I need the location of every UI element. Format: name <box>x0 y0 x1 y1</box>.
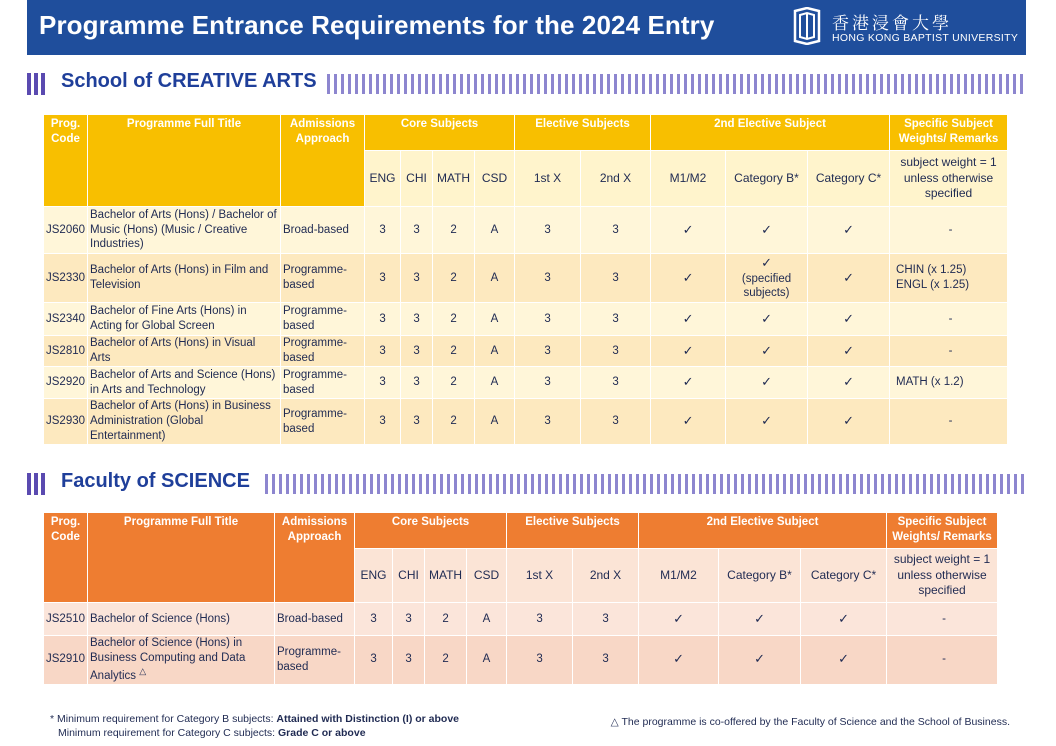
math-level: 2 <box>433 336 475 367</box>
col-1st-x: 1st X <box>507 549 573 603</box>
2nd-x-level: 3 <box>581 254 651 303</box>
cat-b-check-icon: ✓ <box>719 636 801 685</box>
math-level: 2 <box>425 603 467 636</box>
cat-c-check-icon: ✓ <box>808 303 890 336</box>
m1m2-check-icon: ✓ <box>651 254 726 303</box>
2nd-x-level: 3 <box>573 603 639 636</box>
cat-c-check-icon: ✓ <box>808 207 890 254</box>
prog-code: JS2330 <box>44 254 88 303</box>
math-level: 2 <box>433 367 475 399</box>
col-math: MATH <box>425 549 467 603</box>
2nd-x-level: 3 <box>581 399 651 445</box>
chi-level: 3 <box>393 636 425 685</box>
col-prog-code: Prog. Code <box>44 513 88 603</box>
eng-level: 3 <box>365 367 401 399</box>
math-level: 2 <box>433 207 475 254</box>
programme-title: Bachelor of Science (Hons) <box>88 603 275 636</box>
col-csd: CSD <box>475 151 515 207</box>
1st-x-level: 3 <box>515 207 581 254</box>
m1m2-check-icon: ✓ <box>639 636 719 685</box>
table-row <box>44 303 1008 336</box>
remarks-line: ENGL (x 1.25) <box>896 279 970 291</box>
cat-b-check-icon: ✓ <box>726 336 808 367</box>
1st-x-level: 3 <box>515 303 581 336</box>
remarks: - <box>887 603 998 636</box>
cat-c-check-icon: ✓ <box>808 336 890 367</box>
weight-note: subject weight = 1 unless otherwise specified <box>887 549 998 603</box>
col-m1m2: M1/M2 <box>639 549 719 603</box>
programme-title: Bachelor of Arts (Hons) in Business Administration (Global Entertainment) <box>88 399 281 445</box>
remarks <box>890 254 1008 303</box>
admissions-approach: Programme-based <box>281 367 365 399</box>
remarks: - <box>890 336 1008 367</box>
cat-b-cell <box>726 254 808 303</box>
col-chi: CHI <box>401 151 433 207</box>
cat-c-check-icon: ✓ <box>801 603 887 636</box>
col-approach: Admissions Approach <box>281 115 365 207</box>
col-2nd-x: 2nd X <box>581 151 651 207</box>
m1m2-check-icon: ✓ <box>651 303 726 336</box>
table-row <box>44 367 1008 399</box>
col-second-elective: 2nd Elective Subject <box>651 115 890 151</box>
programme-title: Bachelor of Arts and Science (Hons) in Arts and Technology <box>88 367 281 399</box>
remarks: - <box>890 207 1008 254</box>
section-bars-icon <box>27 73 45 95</box>
section-title: School of CREATIVE ARTS <box>61 70 317 92</box>
chi-level: 3 <box>393 603 425 636</box>
col-chi: CHI <box>393 549 425 603</box>
1st-x-level: 3 <box>515 399 581 445</box>
chi-level: 3 <box>401 207 433 254</box>
programme-title: Bachelor of Science (Hons) in Business Computing and Data Analytics <box>90 637 246 682</box>
cat-b-check-icon: ✓ <box>726 207 808 254</box>
hkbu-crest-icon <box>792 7 822 45</box>
m1m2-check-icon: ✓ <box>639 603 719 636</box>
prog-code: JS2510 <box>44 603 88 636</box>
prog-code: JS2910 <box>44 636 88 685</box>
remarks-line: CHIN (x 1.25) <box>896 264 967 277</box>
cat-b-check-icon: ✓ <box>719 603 801 636</box>
table-row <box>44 254 1008 303</box>
cat-c-check-icon: ✓ <box>801 636 887 685</box>
logo-chinese-name: 香港浸會大學 <box>832 14 952 34</box>
col-eng: ENG <box>365 151 401 207</box>
math-level: 2 <box>433 254 475 303</box>
eng-level: 3 <box>365 207 401 254</box>
cat-c-note-prefix: Minimum requirement for Category C subjects: <box>58 727 278 739</box>
col-title: Programme Full Title <box>88 513 275 603</box>
university-logo[interactable] <box>792 5 1022 49</box>
col-core: Core Subjects <box>355 513 507 549</box>
1st-x-level: 3 <box>515 254 581 303</box>
csd-level: A <box>475 207 515 254</box>
eng-level: 3 <box>355 603 393 636</box>
col-second-elective: 2nd Elective Subject <box>639 513 887 549</box>
creative-arts-table <box>43 114 1008 445</box>
2nd-x-level: 3 <box>581 367 651 399</box>
cat-b-check-icon: ✓ <box>761 254 772 270</box>
admissions-approach: Broad-based <box>275 603 355 636</box>
cat-b-note-value: Attained with Distinction (I) or above <box>276 713 460 725</box>
col-math: MATH <box>433 151 475 207</box>
csd-level: A <box>467 636 507 685</box>
programme-title: Bachelor of Arts (Hons) in Visual Arts <box>88 336 281 367</box>
chi-level: 3 <box>401 303 433 336</box>
remarks: - <box>890 303 1008 336</box>
cat-b-check-icon: ✓ <box>726 399 808 445</box>
m1m2-check-icon: ✓ <box>651 336 726 367</box>
1st-x-level: 3 <box>515 367 581 399</box>
col-remarks: Specific Subject Weights/ Remarks <box>890 115 1008 151</box>
section-header-creative-arts <box>27 71 1027 97</box>
admissions-approach: Programme-based <box>281 303 365 336</box>
col-cat-c: Category C* <box>801 549 887 603</box>
2nd-x-level: 3 <box>581 336 651 367</box>
1st-x-level: 3 <box>507 636 573 685</box>
section-stripes <box>265 474 1027 494</box>
table-row <box>44 336 1008 367</box>
prog-code: JS2060 <box>44 207 88 254</box>
table-row <box>44 399 1008 445</box>
eng-level: 3 <box>355 636 393 685</box>
chi-level: 3 <box>401 367 433 399</box>
cat-b-note: (specified subjects) <box>741 272 792 300</box>
col-core: Core Subjects <box>365 115 515 151</box>
table-row <box>44 207 1008 254</box>
cat-c-check-icon: ✓ <box>808 367 890 399</box>
admissions-approach: Broad-based <box>281 207 365 254</box>
cat-c-note-value: Grade C or above <box>278 727 366 739</box>
col-elective: Elective Subjects <box>507 513 639 549</box>
section-header-science <box>27 471 1027 497</box>
prog-code: JS2920 <box>44 367 88 399</box>
m1m2-check-icon: ✓ <box>651 207 726 254</box>
programme-title: Bachelor of Fine Arts (Hons) in Acting for Global Screen <box>88 303 281 336</box>
csd-level: A <box>475 367 515 399</box>
m1m2-check-icon: ✓ <box>651 399 726 445</box>
m1m2-check-icon: ✓ <box>651 367 726 399</box>
col-prog-code: Prog. Code <box>44 115 88 207</box>
col-elective: Elective Subjects <box>515 115 651 151</box>
section-bars-icon <box>27 473 45 495</box>
2nd-x-level: 3 <box>581 207 651 254</box>
col-title: Programme Full Title <box>88 115 281 207</box>
eng-level: 3 <box>365 254 401 303</box>
math-level: 2 <box>433 303 475 336</box>
csd-level: A <box>475 399 515 445</box>
cat-b-check-icon: ✓ <box>726 303 808 336</box>
chi-level: 3 <box>401 254 433 303</box>
col-cat-c: Category C* <box>808 151 890 207</box>
admissions-approach: Programme-based <box>281 254 365 303</box>
section-stripes <box>327 74 1027 94</box>
page-title: Programme Entrance Requirements for the 2024 Entry <box>39 10 715 40</box>
csd-level: A <box>467 603 507 636</box>
remarks: - <box>887 636 998 685</box>
chi-level: 3 <box>401 336 433 367</box>
1st-x-level: 3 <box>507 603 573 636</box>
cooffer-triangle-icon: △ <box>139 665 147 676</box>
cat-b-note-prefix: * Minimum requirement for Category B subjects: <box>50 713 277 725</box>
programme-title-cell <box>88 636 275 685</box>
2nd-x-level: 3 <box>573 636 639 685</box>
csd-level: A <box>475 303 515 336</box>
prog-code: JS2930 <box>44 399 88 445</box>
col-m1m2: M1/M2 <box>651 151 726 207</box>
category-footnote <box>50 712 459 740</box>
title-banner <box>27 0 1026 55</box>
csd-level: A <box>475 336 515 367</box>
weight-note: subject weight = 1 unless otherwise specified <box>890 151 1008 207</box>
col-1st-x: 1st X <box>515 151 581 207</box>
eng-level: 3 <box>365 399 401 445</box>
logo-english-name: HONG KONG BAPTIST UNIVERSITY <box>832 32 1019 44</box>
chi-level: 3 <box>401 399 433 445</box>
remarks: MATH (x 1.2) <box>890 367 1008 399</box>
table-row <box>44 603 998 636</box>
col-csd: CSD <box>467 549 507 603</box>
math-level: 2 <box>433 399 475 445</box>
admissions-approach: Programme-based <box>281 336 365 367</box>
table-header-row <box>44 513 998 549</box>
programme-title: Bachelor of Arts (Hons) in Film and Television <box>88 254 281 303</box>
cat-c-note-line <box>50 726 459 740</box>
table-header-row <box>44 115 1008 151</box>
cat-c-check-icon: ✓ <box>808 254 890 303</box>
col-2nd-x: 2nd X <box>573 549 639 603</box>
cat-c-check-icon: ✓ <box>808 399 890 445</box>
admissions-approach: Programme-based <box>275 636 355 685</box>
col-eng: ENG <box>355 549 393 603</box>
2nd-x-level: 3 <box>581 303 651 336</box>
col-cat-b: Category B* <box>719 549 801 603</box>
col-approach: Admissions Approach <box>275 513 355 603</box>
prog-code: JS2340 <box>44 303 88 336</box>
1st-x-level: 3 <box>515 336 581 367</box>
remarks: - <box>890 399 1008 445</box>
cat-b-check-icon: ✓ <box>726 367 808 399</box>
science-table <box>43 512 998 685</box>
col-remarks: Specific Subject Weights/ Remarks <box>887 513 998 549</box>
table-row <box>44 636 998 685</box>
admissions-approach: Programme-based <box>281 399 365 445</box>
csd-level: A <box>475 254 515 303</box>
col-cat-b: Category B* <box>726 151 808 207</box>
eng-level: 3 <box>365 303 401 336</box>
math-level: 2 <box>425 636 467 685</box>
cat-b-note-line <box>50 712 459 726</box>
cooffer-footnote: △ The programme is co-offered by the Faculty of Science and the School of Business. <box>610 716 1010 728</box>
programme-title: Bachelor of Arts (Hons) / Bachelor of Music (Hons) (Music / Creative Industries) <box>88 207 281 254</box>
eng-level: 3 <box>365 336 401 367</box>
prog-code: JS2810 <box>44 336 88 367</box>
section-title: Faculty of SCIENCE <box>61 470 250 492</box>
